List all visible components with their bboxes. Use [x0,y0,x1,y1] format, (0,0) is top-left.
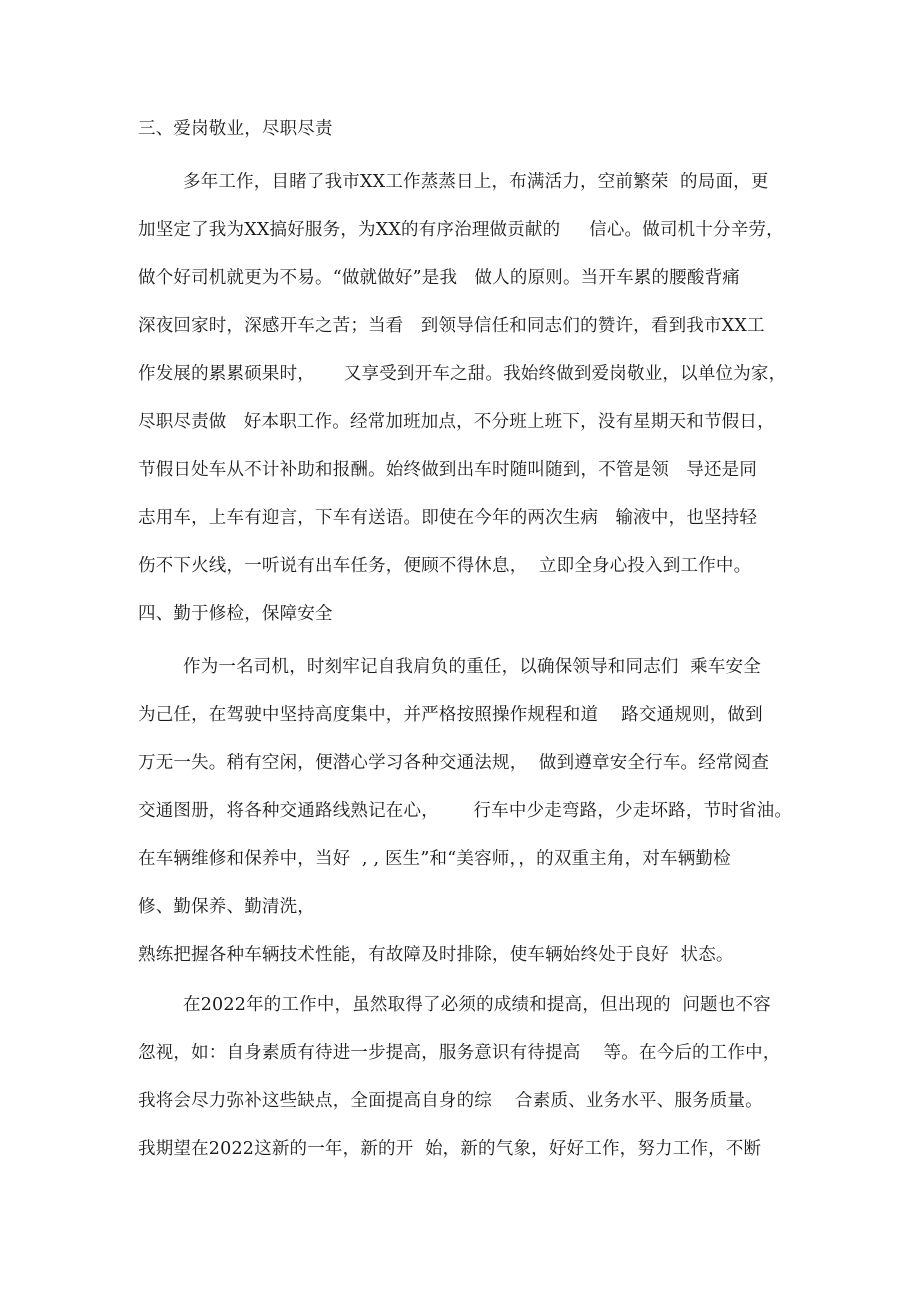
paragraph-line: 交通图册，将各种交通路线熟记在心， 行车中少走弯路，少走坏路，节时省油。 [138,801,793,821]
paragraph-line: 节假日处车从不计补助和报酬。始终做到出车时随叫随到，不管是领 导还是同 [138,460,758,480]
paragraph-line: 志用车，上车有迎言，下车有送语。即使在今年的两次生病 输液中，也坚持轻 [138,508,758,528]
paragraph-line: 加坚定了我为XX搞好服务，为XX的有序治理做贡献的 信心。做司机十分辛劳， [138,220,784,240]
heading-section-4: 四、勤于修检，保障安全 [138,604,333,624]
heading-section-3: 三、爱岗敬业，尽职尽责 [138,119,333,139]
paragraph-line: 做个好司机就更为不易。“做就做好”是我 做人的原则。当开车累的腰酸背痛 [138,268,740,288]
paragraph-line: 为己任，在驾驶中坚持高度集中，并严格按照操作规程和道 路交通规则，做到 [138,705,763,725]
paragraph-line: 熟练把握各种车辆技术性能，有故障及时排除，使车辆始终处于良好 状态。 [138,945,734,965]
paragraph-line: 修、勤保养、勤清洗， [138,897,315,917]
paragraph-line: 深夜回家时，深感开车之苦；当看 到领导信任和同志们的赞许，看到我市XX工 [138,316,765,336]
paragraph-line: 我将会尽力弥补这些缺点，全面提高自身的综 合素质、业务水平、服务质量。 [138,1091,763,1111]
paragraph-line: 作发展的累累硕果时， 又享受到开车之甜。我始终做到爱岗敬业，以单位为家， [138,364,787,384]
paragraph-line: 万无一失。稍有空闲，便潜心学习各种交通法规， 做到遵章安全行车。经常阅查 [138,753,770,773]
paragraph-line: 在2022年的工作中，虽然取得了必须的成绩和提高，但出现的 问题也不容 [183,995,771,1015]
paragraph-line: 伤不下火线，一听说有出车任务，便顾不得休息， 立即全身心投入到工作中。 [138,556,752,576]
paragraph-line: 我期望在2022这新的一年，新的开 始，新的气象，好好工作，努力工作，不断 [138,1139,762,1159]
paragraph-line: 作为一名司机，时刻牢记自我肩负的重任，以确保领导和同志们 乘车安全 [183,657,761,677]
paragraph-line: 在车辆维修和保养中，当好 , , 医生”和“美容师，，的双重主角，对车辆勤检 [138,849,731,869]
paragraph-line: 尽职尽责做 好本职工作。经常加班加点，不分班上班下，没有星期天和节假日， [138,412,775,432]
paragraph-line: 多年工作，目睹了我市XX工作蒸蒸日上，布满活力，空前繁荣 的局面，更 [183,172,769,192]
paragraph-line: 忽视，如：自身素质有待进一步提高，服务意识有待提高 等。在今后的工作中， [138,1043,781,1063]
